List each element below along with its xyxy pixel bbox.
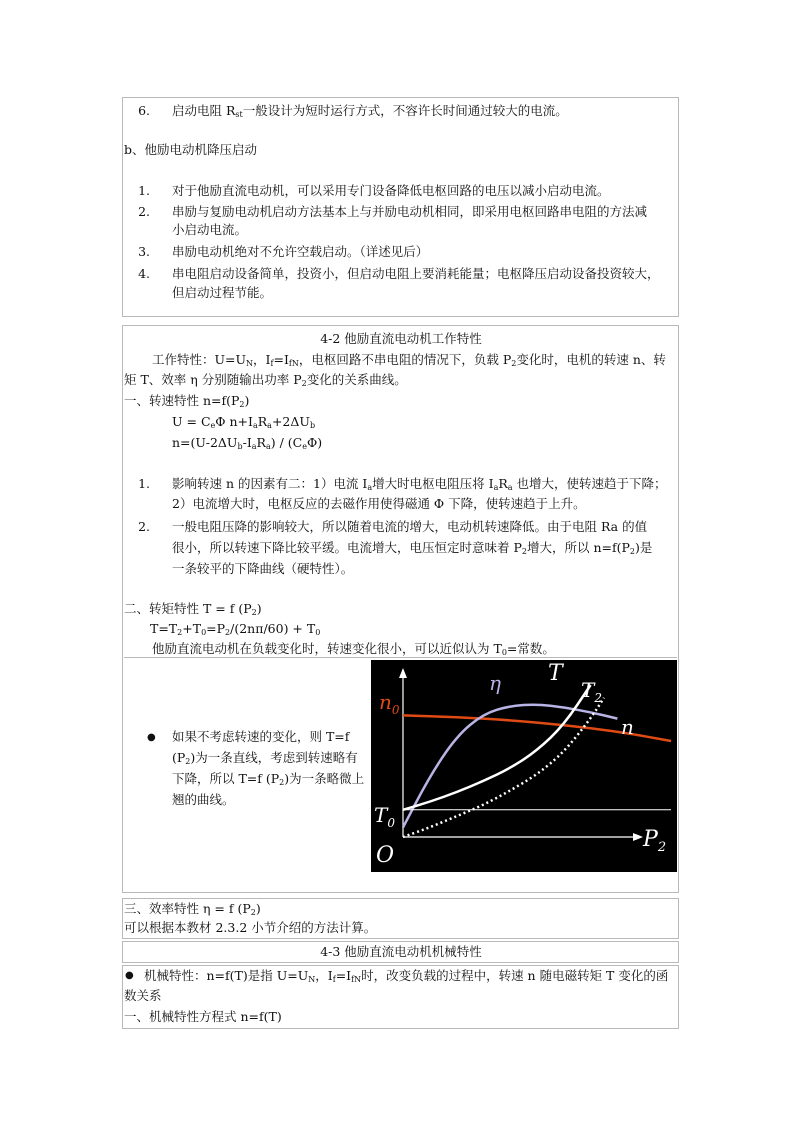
work-characteristic-intro: 工作特性：$U=U_N$，$I_f=I_{fN}$，电枢回路不串电阻的情况下，负载 $P_2$变化时，电机的转速 n、转 xyxy=(152,352,666,368)
list-item: 串励电动机绝对不允许空载启动。（详述见后） xyxy=(172,244,429,259)
torque-bullet-text: 如果不考虑转速的变化，则 T=f xyxy=(172,729,350,744)
efficiency-note: 可以根据本教材 2.3.2 小节介绍的方法计算。 xyxy=(124,920,377,935)
bullet-dot: ● xyxy=(147,732,156,743)
t2-label: $T_2$ xyxy=(581,678,602,705)
t0-label: $T_0$ xyxy=(374,803,395,830)
torque-note: 他励直流电动机在负载变化时，转速变化很小，可以近似认为 $T_0=$常数。 xyxy=(152,641,555,657)
eta-label: η xyxy=(489,671,501,695)
speed-characteristic-heading: 一、转速特性 $n=f(P_2)$ xyxy=(124,393,250,409)
torque-bullet-text: 翘的曲线。 xyxy=(172,792,235,807)
work-characteristic-intro-cont: 矩 T、效率 η 分别随输出功率 $P_2$变化的关系曲线。 xyxy=(124,372,407,388)
factor-item: 影响转速 n 的因素有二：1）电流 $I_a$增大时电枢电阻压将 $I_aR_a$ 也增大，使转速趋于下降； xyxy=(172,476,667,492)
voltage-equation: $U = C_e\Phi$ $n+I_aR_a+2\Delta U_b$ xyxy=(172,414,316,430)
item6-number: 6. xyxy=(138,103,150,118)
section-4-2-title: 4-2 他励直流电动机工作特性 xyxy=(320,331,482,346)
speed-equation: $n=(U-2\Delta U_b-I_aR_a) / (C_e\Phi)$ xyxy=(172,435,323,451)
torque-characteristic-heading: 二、转矩特性 T = f $(P_2)$ xyxy=(124,601,262,617)
characteristic-chart xyxy=(371,660,677,892)
list-item-number: 4. xyxy=(138,266,150,281)
b-heading: b、他励电动机降压启动 xyxy=(124,142,258,157)
item6-text: 启动电阻 $R_{st}$一般设计为短时运行方式，不容许长时间通过较大的电流。 xyxy=(172,103,568,119)
factor-number: 1. xyxy=(138,476,150,491)
mechanical-characteristic-text-cont: 数关系 xyxy=(124,988,162,1003)
list-item-continuation: 但启动过程节能。 xyxy=(172,285,273,300)
list-item-continuation: 小启动电流。 xyxy=(172,222,248,237)
list-item-number: 3. xyxy=(138,244,150,259)
n0-label: $n_0$ xyxy=(379,690,400,717)
torque-equation: $T=T_2+T_0=P_2/(2n\pi/60) + T_0$ xyxy=(150,621,321,637)
torque-bullet-text: $(P_2)$为一条直线，考虑到转速略有 xyxy=(172,750,358,766)
t-label: T xyxy=(548,661,563,686)
n-label: n xyxy=(621,715,634,739)
efficiency-heading: 三、效率特性 η = f $(P_2)$ xyxy=(124,901,261,917)
list-item: 串励与复励电动机启动方法基本上与并励电动机相同，即采用电枢回路串电阻的方法减 xyxy=(172,204,648,219)
x-axis-label: $P_2$ xyxy=(643,827,667,855)
factor-item-continuation: 很小，所以转速下降比较平缓。电流增大，电压恒定时意味着 $P_2$增大，所以 $n=f(P_2)$是 xyxy=(172,540,653,556)
factor-item-continuation: 2）电流增大时，电枢反应的去磁作用使得磁通 Φ 下降，使转速趋于上升。 xyxy=(172,496,586,511)
factor-item-continuation: 一条较平的下降曲线（硬特性）。 xyxy=(172,561,354,576)
factor-number: 2. xyxy=(138,519,150,534)
mechanical-equation-heading: 一、机械特性方程式 n=f(T) xyxy=(124,1009,282,1024)
origin-label: O xyxy=(376,843,395,868)
torque-bullet-text: 下降，所以 T=f $(P_2)$为一条略微上 xyxy=(172,771,365,787)
list-item-number: 1. xyxy=(138,183,150,198)
section-4-3-title: 4-3 他励直流电动机机械特性 xyxy=(320,944,482,959)
list-item: 对于他励直流电动机，可以采用专门设备降低电枢回路的电压以减小启动电流。 xyxy=(172,183,610,198)
bullet-dot: ● xyxy=(125,970,134,981)
chart-background xyxy=(371,660,677,872)
mechanical-characteristic-text: 机械特性：n=f(T)是指 $U=U_N$，$I_f=I_{fN}$时，改变负载的过程中，转速 n 随电磁转矩 T 变化的函 xyxy=(144,968,669,984)
list-item: 串电阻启动设备简单，投资小，但启动电阻上要消耗能量；电枢降压启动设备投资较大， xyxy=(172,266,660,281)
list-item-number: 2. xyxy=(138,204,150,219)
factor-item: 一般电阻压降的影响较大，所以随着电流的增大，电动机转速降低。由于电阻 Ra 的值 xyxy=(172,519,648,534)
